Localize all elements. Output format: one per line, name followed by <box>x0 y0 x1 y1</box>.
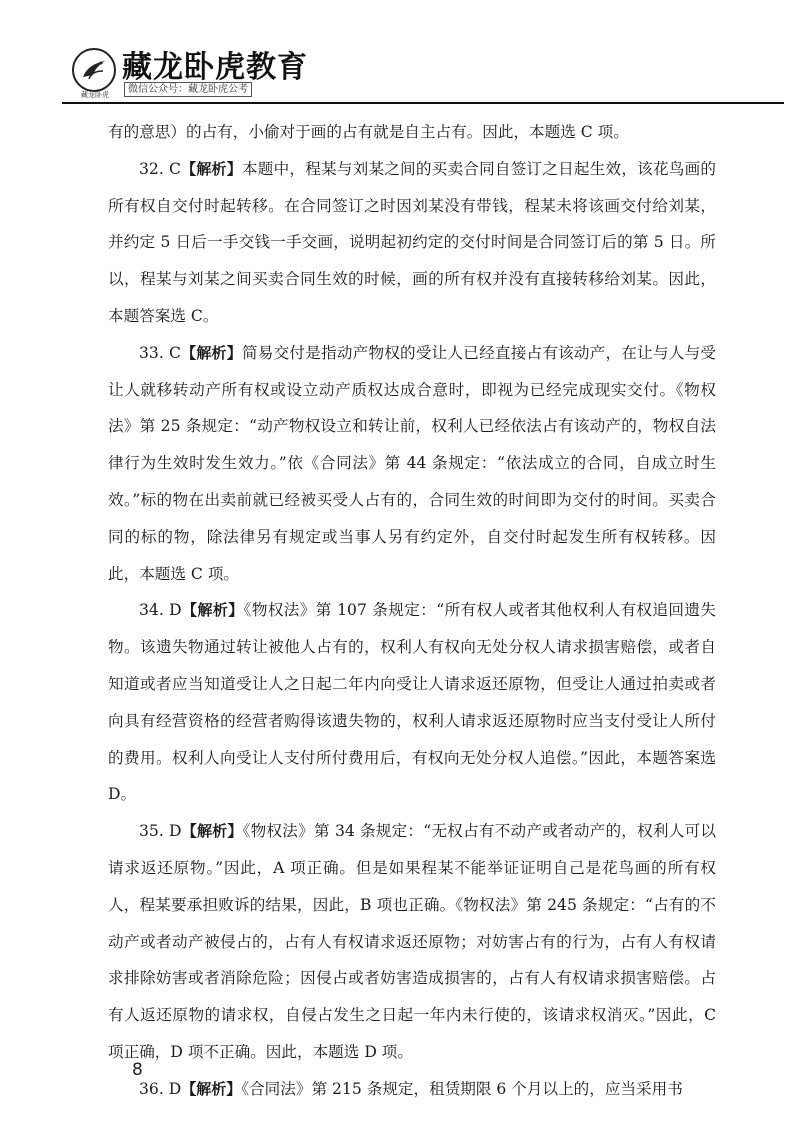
analysis-tag: 【解析】 <box>181 601 244 620</box>
paragraph-text: 《物权法》第 34 条规定：“无权占有不动产或者动产的，权利人可以请求返还原物。”因此，A 项正确。但是如果程某不能举证证明自己是花鸟画的所有权人，程某要承担败诉的结果，因此，B 项也正确。《物权法》第 245 条规定：“占有的不动产或者动产被侵占的，占有人有权请求返还原物；对妨害占有的行为，占有人有权请求排除妨害或者消除危险；因侵占或者妨害造成损害的，占有人有权请求损害赔偿。占有人返还原物的请求权，自侵占发生之日起一年内未行使的，该请求权消灭。”因此，C 项正确，D 项不正确。因此，本题选 D 项。 <box>108 822 716 1061</box>
page-header <box>62 38 782 104</box>
question-number: 32. C <box>139 159 181 178</box>
brand-logo <box>72 48 116 92</box>
question-number: 33. C <box>139 343 181 362</box>
logo-caption: 藏龙卧虎 <box>81 91 109 99</box>
analysis-tag: 【解析】 <box>180 343 242 362</box>
question-number: 36. D <box>139 1079 182 1098</box>
paragraph-text: 《物权法》第 107 条规定：“所有权人或者其他权利人有权追回遗失物。该遗失物通过转让被他人占有的，权利人有权向无处分权人请求损害赔偿，或者自知道或者应当知道受让人之日起二年内向受让人请求返还原物，但受让人通过拍卖或者向具有经营资格的经营者购得该遗失物的，权利人请求返还原物时应当支付受让人所付的费用。权利人向受让人支付所付费用后，有权向无处分权人追偿。”因此，本题答案选 D。 <box>108 601 716 804</box>
answer-explanations <box>108 114 716 1108</box>
explanation-paragraph <box>108 151 716 335</box>
analysis-tag: 【解析】 <box>181 822 243 841</box>
paragraph-text: 《合同法》第 215 条规定，租赁期限 6 个月以上的，应当采用书 <box>241 1079 683 1098</box>
brand-subtitle: 微信公众号：藏龙卧虎公考 <box>124 82 252 97</box>
question-number: 35. D <box>139 822 182 841</box>
analysis-tag: 【解析】 <box>180 159 242 178</box>
paragraph-text: 有的意思）的占有，小偷对于画的占有就是自主占有。因此，本题选 C 项。 <box>108 123 629 141</box>
question-number: 34. D <box>139 601 182 620</box>
paragraph-text: 本题中，程某与刘某之间的买卖合同自签订之日起生效，该花鸟画的所有权自交付时起转移。在合同签订之时因刘某没有带钱，程某未将该画交付给刘某，并约定 5 日后一手交钱一手交画，说明起初约定的交付时间是合同签订后的第 5 日。所以，程某与刘某之间买卖合同生效的时候，画的所有权并没有直接转移给刘某。因此，本题答案选 C。 <box>108 159 716 325</box>
header-divider <box>62 102 784 104</box>
brand-title: 藏龙卧虎教育 <box>122 50 308 85</box>
paragraph-text: 简易交付是指动产物权的受让人已经直接占有该动产，在让与人与受让人就移转动产所有权或设立动产质权达成合意时，即视为已经完成现实交付。《物权法》第 25 条规定：“动产物权设立和转让前，权利人已经依法占有该动产的，物权自法律行为生效时发生效力。”依《合同法》第 44 条规定：“依法成立的合同，自成立时生效。”标的物在出卖前就已经被买受人占有的，合同生效的时间即为交付的时间。买卖合同的标的物，除法律另有规定或当事人另有约定外，自交付时起发生所有权转移。因此，本题选 C 项。 <box>108 343 716 583</box>
bird-logo-icon <box>77 53 111 87</box>
explanation-paragraph <box>108 114 716 151</box>
explanation-paragraph <box>108 592 716 813</box>
explanation-paragraph <box>108 1071 716 1108</box>
analysis-tag: 【解析】 <box>181 1079 242 1098</box>
page-number: 8 <box>132 1060 143 1080</box>
explanation-paragraph <box>108 335 716 593</box>
explanation-paragraph <box>108 813 716 1071</box>
